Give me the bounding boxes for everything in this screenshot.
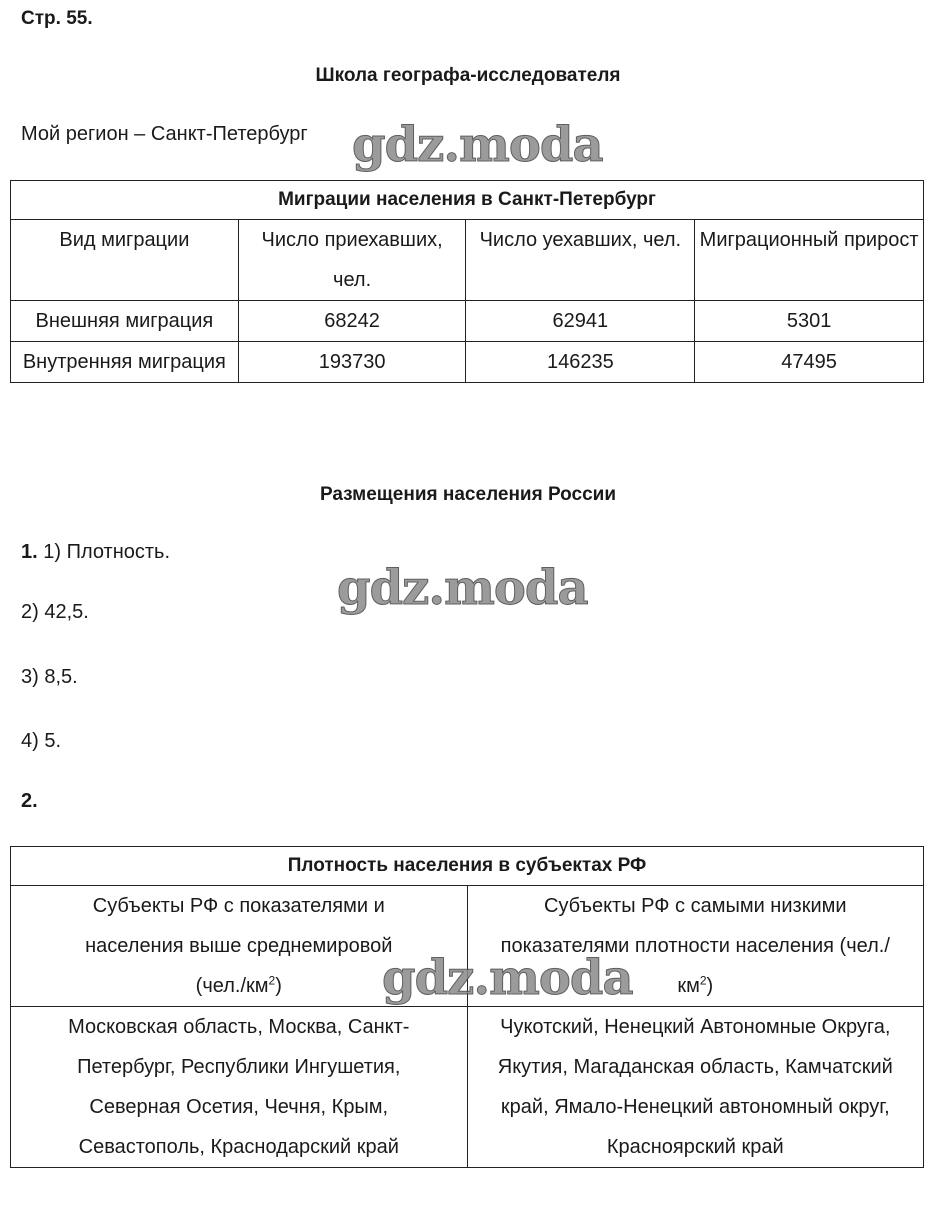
table-cell: 47495	[695, 342, 924, 383]
density-table-caption: Плотность населения в субъектах РФ	[11, 847, 924, 886]
section-title-geographer-school: Школа географа-исследователя	[315, 65, 621, 86]
table-header-row	[11, 220, 924, 301]
table-cell: Внутренняя миграция	[11, 342, 239, 383]
migration-table	[10, 180, 924, 383]
watermark: gdz.moda	[352, 117, 603, 173]
table-cell: Внешняя миграция	[11, 301, 239, 342]
column-header: Миграционный прирост	[695, 220, 924, 301]
table-cell: 68242	[238, 301, 466, 342]
unit-close: )	[706, 975, 714, 997]
column-header: Вид миграции	[11, 220, 239, 301]
header-text: Субъекты РФ с показателями и населения выше среднемировой (чел./км	[85, 895, 393, 997]
column-header: Число уехавших, чел.	[466, 220, 695, 301]
table-cell: 146235	[466, 342, 695, 383]
table-cell: 193730	[238, 342, 466, 383]
table-cell: 5301	[695, 301, 924, 342]
table-caption-row	[11, 181, 924, 220]
table-row	[11, 342, 924, 383]
page-number: Стр. 55.	[21, 8, 93, 29]
table-cell: Московская область, Москва, Санкт-Петербург, Республики Ингушетия, Северная Осетия, Чечня, Крым, Севастополь, Краснодарский край	[11, 1007, 468, 1168]
header-text: Субъекты РФ с самыми низкими показателями плотности населения (чел./км	[500, 895, 890, 997]
answer-text: 1) Плотность.	[43, 541, 171, 563]
table-row	[11, 301, 924, 342]
density-table	[10, 846, 924, 1168]
task-number-label: 2.	[21, 790, 38, 812]
task-number: 1.	[21, 541, 38, 563]
answer-line	[21, 541, 170, 564]
table-row	[11, 1007, 924, 1168]
section-title-population-distribution: Размещения населения России	[319, 484, 617, 505]
region-line: Мой регион – Санкт-Петербург	[21, 123, 308, 145]
unit-superscript: 2	[699, 973, 707, 988]
table-cell: Чукотский, Ненецкий Автономные Округа, Якутия, Магаданская область, Камчатский край, Ямало-Ненецкий автономный округ, Красноярский край	[467, 1007, 923, 1168]
table-caption-row	[11, 847, 924, 886]
answer-line: 3) 8,5.	[21, 666, 78, 688]
task-number	[21, 790, 38, 813]
table-cell: 62941	[466, 301, 695, 342]
unit-close: )	[275, 975, 282, 997]
migration-table-caption: Миграции населения в Санкт-Петербург	[11, 181, 924, 220]
column-header: Число приехавших, чел.	[238, 220, 466, 301]
watermark: gdz.moda	[382, 950, 633, 1006]
answer-line: 4) 5.	[21, 730, 62, 752]
unit-superscript: 2	[268, 973, 276, 988]
watermark: gdz.moda	[337, 560, 588, 616]
answer-line: 2) 42,5.	[21, 601, 89, 623]
